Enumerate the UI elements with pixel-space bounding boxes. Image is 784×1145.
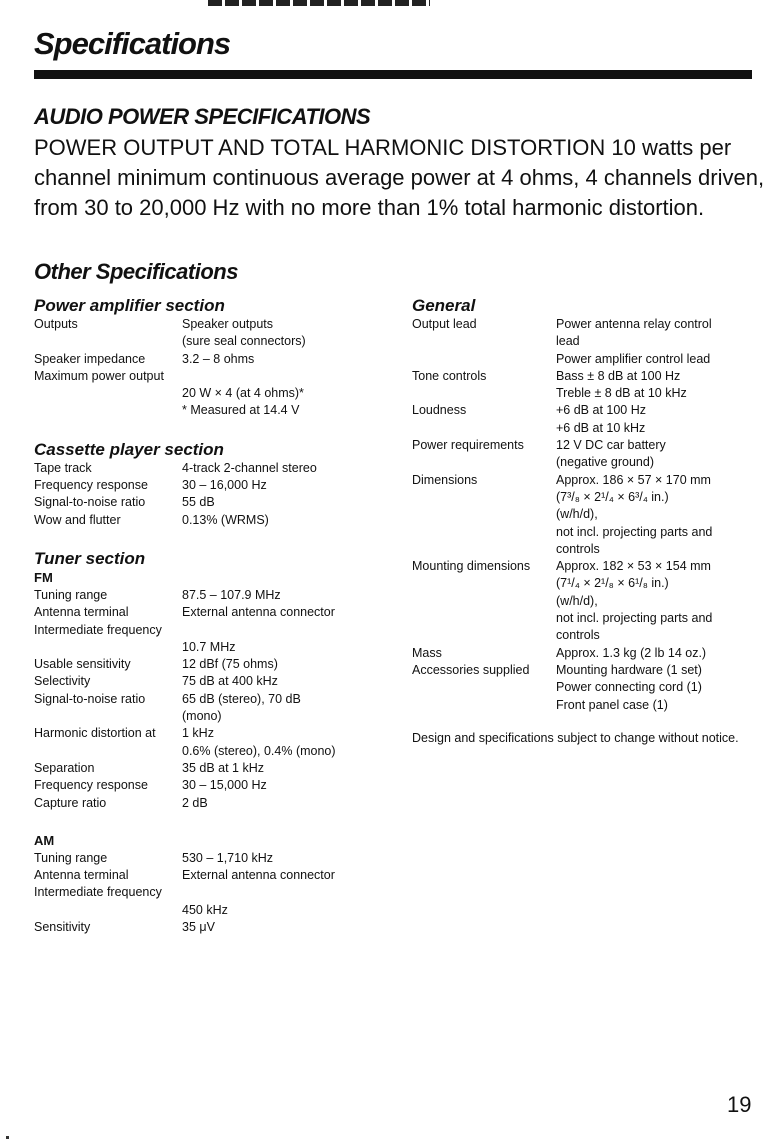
spec-values xyxy=(182,919,394,936)
right-column xyxy=(412,296,772,747)
spec-label: Frequency response xyxy=(34,778,148,793)
spec-label: Wow and flutter xyxy=(34,512,121,527)
page-title: Specifications xyxy=(34,26,231,61)
spec-row xyxy=(34,673,394,690)
spec-label: Signal-to-noise ratio xyxy=(34,495,146,510)
spec-values xyxy=(182,673,394,690)
spec-values xyxy=(182,691,394,726)
spec-row xyxy=(34,867,394,884)
spec-row xyxy=(34,919,394,936)
power-amp-specs xyxy=(34,316,394,420)
spec-value: (negative ground) xyxy=(556,455,654,470)
spec-label: Selectivity xyxy=(34,674,91,689)
spec-values xyxy=(182,760,394,777)
change-notice: Design and specifications subject to change without notice. xyxy=(412,730,739,745)
left-column xyxy=(34,296,394,936)
spec-row xyxy=(34,316,394,351)
spec-value: Bass ± 8 dB at 100 Hz xyxy=(556,368,681,383)
spec-values xyxy=(182,795,394,812)
spec-row xyxy=(412,558,772,644)
spec-label: Sensitivity xyxy=(34,920,91,935)
spec-value: 87.5 – 107.9 MHz xyxy=(182,587,281,602)
spec-row xyxy=(34,691,394,726)
spec-value: External antenna connector xyxy=(182,868,335,883)
power-amp-heading: Power amplifier section xyxy=(34,296,225,315)
spec-row xyxy=(412,662,772,714)
spec-label: Antenna terminal xyxy=(34,868,129,883)
spec-value: Power amplifier control lead xyxy=(556,351,711,366)
spec-value: 2 dB xyxy=(182,795,208,810)
spec-values xyxy=(556,437,772,472)
spec-label: Output lead xyxy=(412,317,477,331)
spec-value: 75 dB at 400 kHz xyxy=(182,674,278,689)
spec-row xyxy=(412,437,772,472)
spec-label: Separation xyxy=(34,760,95,775)
spec-value: 4-track 2-channel stereo xyxy=(182,460,317,475)
spec-values xyxy=(182,460,394,477)
spec-row xyxy=(34,512,394,529)
spec-row xyxy=(412,368,772,403)
spec-row xyxy=(34,477,394,494)
spec-values xyxy=(182,351,394,368)
general-specs xyxy=(412,316,772,714)
spec-row xyxy=(34,795,394,812)
spec-row xyxy=(34,656,394,673)
spec-value: (mono) xyxy=(182,709,222,724)
top-edge-marks xyxy=(208,0,430,6)
spec-label: Speaker impedance xyxy=(34,351,146,366)
spec-value: 55 dB xyxy=(182,495,215,510)
spec-label: Tuning range xyxy=(34,850,108,865)
spec-row xyxy=(34,884,394,919)
spec-row xyxy=(412,472,772,558)
spec-value: * Measured at 14.4 V xyxy=(182,403,300,418)
spec-row xyxy=(34,622,394,657)
spec-values xyxy=(182,368,394,420)
spec-value: Power connecting cord (1) xyxy=(556,680,702,695)
spec-values xyxy=(556,662,772,714)
spec-row xyxy=(34,494,394,511)
spec-value: 35 dB at 1 kHz xyxy=(182,760,264,775)
spec-value: (w/h/d), xyxy=(556,507,598,522)
spec-label: Tape track xyxy=(34,460,92,475)
spec-values xyxy=(182,867,394,884)
spec-value: 3.2 – 8 ohms xyxy=(182,351,255,366)
spec-value: 530 – 1,710 kHz xyxy=(182,850,274,865)
audio-power-text: POWER OUTPUT AND TOTAL HARMONIC DISTORTION 10 watts per channel minimum continuous average power at 4 ohms, 4 channels driven, from 30 to 20,000 Hz with no more than 1% total harmonic distortion. xyxy=(34,135,765,220)
spec-label: Tone controls xyxy=(412,368,487,383)
spec-label: Loudness xyxy=(412,403,467,418)
spec-value: (sure seal connectors) xyxy=(182,334,306,349)
title-rule xyxy=(34,70,752,79)
spec-label: Harmonic distortion at xyxy=(34,726,156,741)
spec-label: Usable sensitivity xyxy=(34,657,131,672)
spec-values xyxy=(556,472,772,558)
spec-value: Approx. 182 × 53 × 154 mm xyxy=(556,559,711,574)
fm-specs xyxy=(34,587,394,812)
spec-value: (7³/₈ × 2¹/₄ × 6³/₄ in.) xyxy=(556,489,669,504)
spec-values xyxy=(182,477,394,494)
spec-row xyxy=(34,368,394,420)
spec-value: 12 V DC car battery xyxy=(556,438,666,453)
spec-row xyxy=(412,316,772,368)
general-heading: General xyxy=(412,296,476,315)
spec-values xyxy=(182,604,394,621)
spec-values xyxy=(182,884,394,919)
spec-row xyxy=(34,760,394,777)
spec-value: 10.7 MHz xyxy=(182,639,236,654)
spec-value: 1 kHz xyxy=(182,726,214,741)
spec-values xyxy=(556,402,772,437)
spec-value: 0.6% (stereo), 0.4% (mono) xyxy=(182,743,336,758)
spec-label: Intermediate frequency xyxy=(34,622,162,637)
spec-value: External antenna connector xyxy=(182,605,335,620)
spec-label: Intermediate frequency xyxy=(34,885,162,900)
spec-value: Speaker outputs xyxy=(182,317,274,331)
spec-value: 450 kHz xyxy=(182,902,228,917)
spec-values xyxy=(556,316,772,368)
spec-label: Mass xyxy=(412,645,442,660)
spec-row xyxy=(34,725,394,760)
spec-value: 30 – 15,000 Hz xyxy=(182,778,267,793)
spec-values xyxy=(182,622,394,657)
audio-power-heading: AUDIO POWER SPECIFICATIONS xyxy=(34,104,371,129)
spec-label: Outputs xyxy=(34,317,78,331)
spec-values xyxy=(182,494,394,511)
spec-row xyxy=(34,777,394,794)
spec-value: Mounting hardware (1 set) xyxy=(556,662,702,677)
spec-value: 12 dBf (75 ohms) xyxy=(182,657,278,672)
spec-value: Approx. 1.3 kg (2 lb 14 oz.) xyxy=(556,645,707,660)
tuner-heading: Tuner section xyxy=(34,548,146,568)
spec-label: Accessories supplied xyxy=(412,662,530,677)
spec-values xyxy=(182,656,394,673)
spec-value: Power antenna relay control xyxy=(556,317,712,331)
spec-label: Capture ratio xyxy=(34,795,107,810)
spec-label: Mounting dimensions xyxy=(412,559,531,574)
spec-value: not incl. projecting parts and xyxy=(556,524,713,539)
spec-value: 20 W × 4 (at 4 ohms)* xyxy=(182,386,304,401)
am-label: AM xyxy=(34,832,55,848)
spec-value: 30 – 16,000 Hz xyxy=(182,478,267,493)
spec-row xyxy=(34,351,394,368)
page-number: 19 xyxy=(727,1092,752,1117)
corner-mark xyxy=(6,1136,9,1139)
spec-values xyxy=(556,558,772,644)
spec-value: Front panel case (1) xyxy=(556,697,668,712)
fm-label: FM xyxy=(34,569,53,585)
spec-label: Frequency response xyxy=(34,478,148,493)
spec-values xyxy=(556,368,772,403)
spec-row xyxy=(412,402,772,437)
spec-value: 0.13% (WRMS) xyxy=(182,512,269,527)
spec-value: (7¹/₄ × 2¹/₈ × 6¹/₈ in.) xyxy=(556,576,669,591)
spec-values xyxy=(182,587,394,604)
am-specs xyxy=(34,850,394,936)
spec-label: Signal-to-noise ratio xyxy=(34,691,146,706)
spec-row xyxy=(34,850,394,867)
spec-value: not incl. projecting parts and xyxy=(556,611,713,626)
spec-value: 35 μV xyxy=(182,920,215,935)
cassette-specs xyxy=(34,460,394,529)
spec-values xyxy=(182,512,394,529)
spec-label: Tuning range xyxy=(34,587,108,602)
spec-value: controls xyxy=(556,628,600,643)
spec-values xyxy=(182,777,394,794)
spec-row xyxy=(34,460,394,477)
spec-value: lead xyxy=(556,334,580,349)
spec-label: Dimensions xyxy=(412,472,478,487)
spec-values xyxy=(182,316,394,351)
spec-value: Treble ± 8 dB at 10 kHz xyxy=(556,386,687,401)
spec-value: (w/h/d), xyxy=(556,593,598,608)
cassette-heading: Cassette player section xyxy=(34,439,224,459)
spec-value: Approx. 186 × 57 × 170 mm xyxy=(556,472,711,487)
spec-value: controls xyxy=(556,541,600,556)
spec-label: Power requirements xyxy=(412,438,524,453)
spec-label: Maximum power output xyxy=(34,368,164,383)
spec-row xyxy=(412,645,772,662)
spec-label: Antenna terminal xyxy=(34,605,129,620)
spec-value: +6 dB at 100 Hz xyxy=(556,403,646,418)
spec-row xyxy=(34,587,394,604)
spec-value: 65 dB (stereo), 70 dB xyxy=(182,691,301,706)
spec-values xyxy=(556,645,772,662)
spec-values xyxy=(182,850,394,867)
spec-values xyxy=(182,725,394,760)
other-specs-heading: Other Specifications xyxy=(34,259,238,284)
spec-value: +6 dB at 10 kHz xyxy=(556,420,646,435)
spec-row xyxy=(34,604,394,621)
